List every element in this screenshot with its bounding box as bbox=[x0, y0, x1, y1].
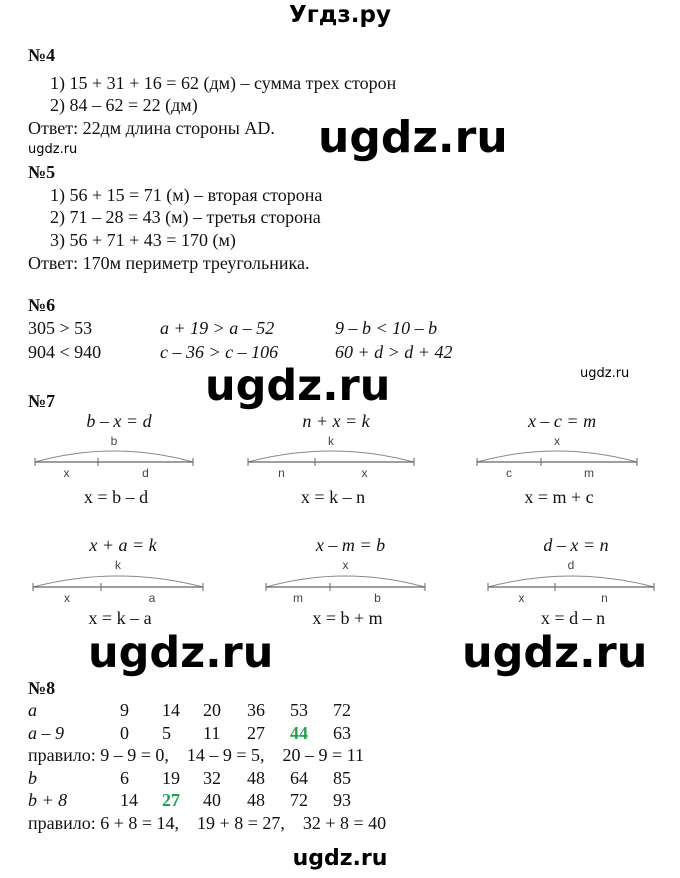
watermark: ugdz.ru bbox=[462, 628, 648, 678]
rule-text: правило: 6 + 8 = 14, 19 + 8 = 27, 32 + 8 = 40 bbox=[28, 812, 387, 833]
diagram-equation: x + a = k bbox=[89, 535, 157, 555]
watermark-small: ugdz.ru bbox=[28, 142, 78, 157]
table-cell: 27 bbox=[247, 722, 265, 743]
diagram-left-label: x bbox=[64, 591, 70, 605]
table-cell: 19 bbox=[162, 767, 180, 788]
watermark: ugdz.ru bbox=[205, 361, 391, 411]
diagram-top-label: x bbox=[554, 434, 560, 448]
arc bbox=[488, 576, 654, 587]
diagram-left-label: x bbox=[518, 591, 525, 605]
watermark: ugdz.ru bbox=[318, 112, 508, 163]
diagram-left-label: n bbox=[278, 466, 285, 480]
arc bbox=[477, 451, 637, 462]
task4-title: №4 bbox=[28, 45, 56, 65]
task5-line: 1) 56 + 15 = 71 (м) – вторая сторона bbox=[50, 185, 323, 205]
table-cell: 32 bbox=[203, 767, 221, 788]
diagram-result: x = b – d bbox=[83, 487, 149, 507]
diagram-right-label: b bbox=[374, 591, 381, 605]
row-label: a – 9 bbox=[28, 722, 64, 743]
table-cell: 9 bbox=[120, 700, 129, 720]
table-cell: 11 bbox=[203, 722, 221, 743]
table-cell: 5 bbox=[162, 722, 171, 743]
table-cell: 63 bbox=[333, 722, 351, 743]
task6-title: №6 bbox=[28, 295, 56, 315]
task6-cell: a + 19 > a – 52 bbox=[160, 318, 275, 338]
diagram-result: x = m + c bbox=[524, 487, 594, 507]
table-cell: 20 bbox=[203, 700, 221, 720]
diagram-right-label: d bbox=[142, 466, 149, 480]
diagram-right-label: n bbox=[601, 591, 608, 605]
diagram-left-label: x bbox=[63, 466, 70, 480]
task5-answer: Ответ: 170м периметр треугольника. bbox=[28, 253, 310, 273]
diagram-top-label: b bbox=[110, 434, 118, 448]
table-cell: 40 bbox=[203, 790, 221, 810]
task6-cell: 9 – b < 10 – b bbox=[335, 318, 438, 338]
table-cell: 27 bbox=[162, 790, 180, 810]
diagram-left-label: c bbox=[506, 466, 512, 480]
diagram-top-label: k bbox=[115, 558, 121, 572]
table-cell: 44 bbox=[290, 722, 308, 743]
diagram-top-label: d bbox=[567, 558, 575, 572]
segment-diagram bbox=[0, 563, 680, 593]
diagram-result: x = k – a bbox=[88, 608, 152, 628]
diagram-right-label: x bbox=[361, 466, 368, 480]
task6-cell: 60 + d > d + 42 bbox=[335, 342, 453, 362]
diagram-right-label: m bbox=[584, 466, 594, 480]
row-label: b + 8 bbox=[28, 790, 68, 810]
task4-line: 2) 84 – 62 = 22 (дм) bbox=[50, 95, 198, 115]
diagram-right-label: a bbox=[148, 591, 156, 605]
watermark: ugdz.ru bbox=[88, 628, 274, 678]
diagram-equation: x – c = m bbox=[527, 411, 597, 431]
table-cell: 14 bbox=[120, 790, 138, 810]
footer-watermark: ugdz.ru bbox=[292, 846, 388, 871]
table-cell: 14 bbox=[162, 700, 180, 720]
diagram-result: x = b + m bbox=[312, 608, 383, 628]
diagram-top-label: x bbox=[342, 558, 349, 572]
diagram-result: x = k – n bbox=[300, 487, 366, 507]
task8-title: №8 bbox=[28, 678, 56, 698]
task6-cell: 904 < 940 bbox=[28, 342, 102, 362]
diagram-result: x = d – n bbox=[540, 608, 606, 628]
table-cell: 48 bbox=[247, 767, 265, 788]
table-cell: 72 bbox=[290, 790, 308, 810]
table-cell: 53 bbox=[290, 700, 308, 720]
task4-line: 1) 15 + 31 + 16 = 62 (дм) – сумма трех сторон bbox=[50, 73, 397, 93]
diagram-equation: x – m = b bbox=[315, 535, 386, 555]
diagram-equation: d – x = n bbox=[543, 535, 609, 555]
table-cell: 85 bbox=[333, 767, 351, 788]
segment-diagram bbox=[0, 438, 680, 468]
task5-title: №5 bbox=[28, 162, 56, 182]
task4-answer: Ответ: 22дм длина стороны AD. bbox=[28, 118, 275, 138]
diagram-equation: n + x = k bbox=[302, 411, 370, 431]
site-title: Угдз.ру bbox=[289, 2, 391, 28]
table-cell: 48 bbox=[247, 790, 265, 810]
task5-line: 3) 56 + 71 + 43 = 170 (м) bbox=[50, 230, 236, 250]
table-cell: 64 bbox=[290, 767, 308, 788]
diagram-left-label: m bbox=[293, 591, 303, 605]
table-cell: 72 bbox=[333, 700, 351, 720]
table-cell: 36 bbox=[247, 700, 265, 720]
task6-cell: c – 36 > c – 106 bbox=[160, 342, 279, 362]
rule-text: правило: 9 – 9 = 0, 14 – 9 = 5, 20 – 9 = 11 bbox=[28, 745, 365, 765]
diagram-equation: b – x = d bbox=[86, 411, 152, 431]
watermark-small: ugdz.ru bbox=[580, 366, 630, 381]
task5-line: 2) 71 – 28 = 43 (м) – третья сторона bbox=[50, 207, 321, 227]
task6-cell: 305 > 53 bbox=[28, 318, 93, 338]
row-label: b bbox=[28, 767, 37, 788]
diagram-top-label: k bbox=[328, 434, 334, 448]
task7-title: №7 bbox=[28, 391, 56, 411]
row-label: a bbox=[28, 700, 37, 720]
table-cell: 6 bbox=[120, 767, 129, 788]
table-cell: 0 bbox=[120, 722, 129, 743]
table-cell: 93 bbox=[333, 790, 351, 810]
